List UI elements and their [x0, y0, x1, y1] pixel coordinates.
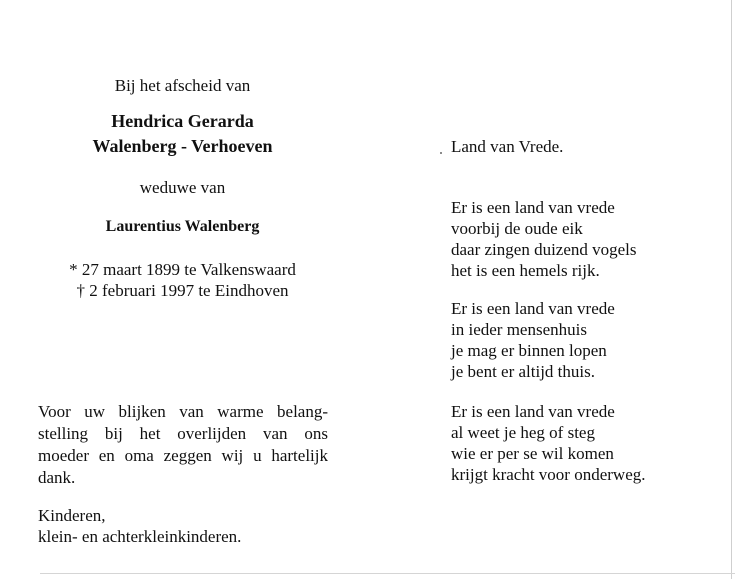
- thanks-line: stelling bij het overlijden van ons: [38, 424, 328, 443]
- death-line: † 2 februari 1997 te Eindhoven: [76, 281, 289, 300]
- poem-line: daar zingen duizend vogels: [451, 240, 637, 259]
- poem-line: Er is een land van vrede: [451, 198, 615, 217]
- poem-line: in ieder mensenhuis: [451, 320, 587, 339]
- poem-line: Er is een land van vrede: [451, 402, 615, 421]
- poem-line: wie er per se wil komen: [451, 444, 614, 463]
- farewell-line: Bij het afscheid van: [114, 76, 251, 95]
- poem-title: Land van Vrede.: [451, 137, 564, 156]
- thanks-paragraph: [38, 401, 328, 489]
- ink-speck: [440, 152, 442, 154]
- thanks-line: dank.: [38, 468, 76, 487]
- poem-stanza-2: [451, 298, 615, 382]
- signature-line-1: Kinderen,: [38, 506, 106, 525]
- thanks-line: moeder en oma zeggen wij u hartelijk: [38, 446, 328, 465]
- poem-line: krijgt kracht voor onderweg.: [451, 465, 646, 484]
- poem-stanza-3: [451, 401, 646, 485]
- widow-of-line: weduwe van: [139, 178, 226, 197]
- birth-line: * 27 maart 1899 te Valkenswaard: [69, 260, 296, 279]
- card-edge-bottom: [40, 573, 735, 574]
- card-edge-right: [731, 0, 732, 579]
- poem-line: je mag er binnen lopen: [451, 341, 607, 360]
- poem-line: het is een hemels rijk.: [451, 261, 600, 280]
- poem-line: al weet je heg of steg: [451, 423, 595, 442]
- poem-line: je bent er altijd thuis.: [451, 362, 595, 381]
- poem-stanza-1: [451, 197, 637, 281]
- deceased-name-surname: Walenberg - Verhoeven: [92, 136, 273, 156]
- deceased-name-first: Hendrica Gerarda: [111, 111, 254, 131]
- poem-line: voorbij de oude eik: [451, 219, 583, 238]
- thanks-line: Voor uw blijken van warme belang-: [38, 402, 328, 421]
- spouse-name: Laurentius Walenberg: [105, 218, 260, 235]
- signature-line-2: klein- en achterkleinkinderen.: [38, 527, 242, 546]
- poem-line: Er is een land van vrede: [451, 299, 615, 318]
